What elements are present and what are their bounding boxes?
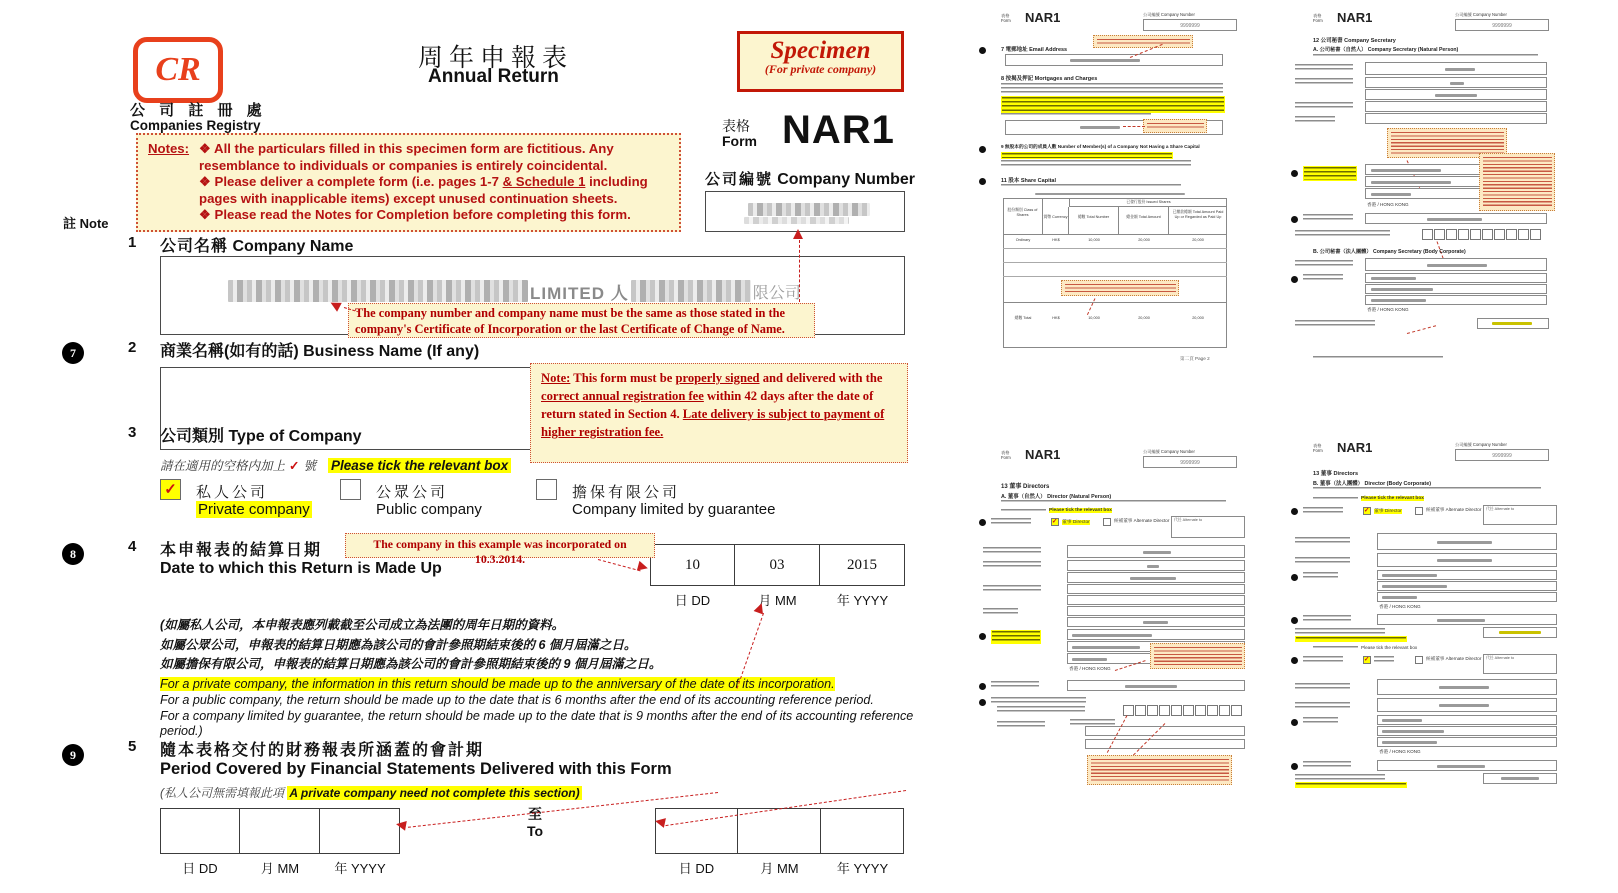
- tick-instruction-zh: 請在適用的空格内加上: [160, 459, 286, 473]
- field-label-lines: [1295, 683, 1350, 690]
- total-amount: 20,000: [1138, 316, 1150, 320]
- period-from-fields: [160, 808, 400, 854]
- redacted-value-bar: [1143, 551, 1171, 554]
- bullet-icon: [1291, 170, 1298, 177]
- cr-logo: [133, 37, 223, 103]
- section-2-number: 2: [128, 339, 137, 356]
- checkbox-guarantee-company[interactable]: [536, 479, 557, 500]
- redacted-value-bar: [1439, 686, 1489, 689]
- field-label-lines: [1070, 719, 1115, 725]
- total-number: 10,000: [1088, 316, 1100, 320]
- thumb-checkbox-alt-director: [1415, 507, 1423, 515]
- thumb-field-box: [1365, 101, 1547, 112]
- period-to-separator: 至 To: [526, 806, 544, 839]
- arrowhead-right-icon: [637, 561, 649, 573]
- thumb-annotation: [1143, 119, 1207, 133]
- field-label-lines: [1295, 64, 1353, 71]
- redacted-value-bar: [1437, 765, 1485, 768]
- highlighted-label: [991, 630, 1041, 644]
- section-3-title-en: Type of Company: [228, 428, 362, 445]
- field-label-lines: [997, 721, 1045, 727]
- redacted-value-bar: [1382, 741, 1437, 744]
- footer-lines: [1313, 356, 1443, 359]
- section-5-number: 5: [128, 738, 137, 755]
- fine-print-lines: [1001, 113, 1151, 117]
- thumb-s8-title: 8 按揭及押記 Mortgages and Charges: [1001, 76, 1098, 82]
- notes-item-1: ❖ All the particulars filled in this specimen form are fictitious. Any resemblance to individuals or companies is entirely coincidental.: [199, 141, 614, 173]
- thumb-hk-line: 香港 / HONG KONG: [1379, 749, 1421, 754]
- redacted-value-bar: [1382, 596, 1417, 599]
- notes-item-3: ❖ Please read the Notes for Completion before completing this form.: [199, 207, 631, 222]
- option-guarantee-zh: 擔保有限公司: [572, 484, 681, 501]
- fine-print-lines: [1001, 184, 1181, 188]
- thumb-cn-label: 公司編號 Company Number: [1455, 442, 1507, 447]
- id-number-cells: [1422, 229, 1541, 240]
- thumb-checkbox-director: ✓: [1364, 507, 1370, 514]
- arrowhead-up-icon: [754, 602, 767, 615]
- thumb-field-box: [1067, 584, 1245, 594]
- thumb-annotation: [1061, 280, 1179, 296]
- period-to-mm[interactable]: [738, 808, 821, 854]
- row-number: 10,000: [1088, 238, 1100, 242]
- capacity-label-lines: [1303, 656, 1343, 664]
- thumb-arrow: [1407, 325, 1436, 334]
- redacted-value-bar: [1435, 94, 1477, 97]
- section-4-title-en: Date to which this Return is Made Up: [160, 560, 442, 577]
- fine-print-lines: [1313, 487, 1541, 491]
- section-2-title-en: Business Name (If any): [303, 343, 480, 360]
- company-name-annotation: The company number and company name must be the same as those stated in the company's Certificate of Incorporation or the last Certificate of Change of Name.: [348, 303, 815, 338]
- row-currency: HK$: [1052, 238, 1060, 242]
- thumb-s13-title: 13 董事 Directors: [1313, 471, 1359, 477]
- redacted-value-bar: [1072, 634, 1152, 637]
- redacted-value-bar: [1371, 181, 1451, 184]
- thumb-tick-instruction: Please tick the relevant box: [1361, 496, 1424, 501]
- return-date-dd[interactable]: 10: [650, 544, 735, 586]
- bullet-icon: [979, 633, 986, 640]
- section-1-title-zh: 公司名稱: [160, 238, 229, 255]
- return-date-labels: 日 DD 月 MM 年 YYYY: [674, 593, 889, 608]
- late-delivery-note: Note: This form must be properly signed and delivered with the correct annual registration fee within 42 days after the date of return stated in Section 4. Late delivery is subject to payment of higher registration fee.: [530, 363, 908, 463]
- field-label-lines: [1295, 230, 1390, 237]
- thumb-s13-title: 13 董事 Directors: [1001, 484, 1050, 490]
- note-badge-9: 9: [62, 744, 84, 766]
- thumb-annotation: [1150, 643, 1245, 669]
- notes-label: Notes:: [148, 141, 190, 156]
- redacted-value-bar: [1125, 685, 1177, 688]
- note-badge-8: 8: [62, 543, 84, 565]
- col-paid-up: 已繳款總額 Total Amount Paid Up or Regarded as Paid Up: [1172, 210, 1224, 219]
- option-public-en: Public company: [376, 501, 482, 518]
- thumb-cn-box: 9999999: [1143, 19, 1237, 31]
- thumb-annotation: [1093, 35, 1193, 48]
- thumb-page-label: 第二頁 Page 2: [1180, 356, 1210, 361]
- thumb-form-code: NAR1: [1025, 10, 1061, 25]
- form-page-thumbnail-2[interactable]: 表格 Form NAR1 公司編號 Company Number 9999999 7 電郵地址 Email Address 8 按揭及押記 Mortgages and Charges 9 無股本的公司的成員人數 Number of Member(s) of a Company Not Having a Share Capital 11 股本 Share Capital 已發行股份 Issued Shares 股份類別 Class of Shares 貨幣 Currency 總數 Total Number 總金額 Total Amount 已繳款總額 Total Amount Paid Up or Regarded as Paid Up Ordinary HK$ 10,000 20,000 20,000 總數 Total HK$ 10,000 20,000 20,000 第二頁 Page 2: [975, 8, 1251, 370]
- company-number-field[interactable]: [705, 191, 905, 232]
- section-2-title-zh: 商業名稱(如有的話): [160, 343, 299, 360]
- id-number-cells: [1123, 705, 1242, 716]
- thumb-s7-title: 7 電郵地址 Email Address: [1001, 47, 1068, 53]
- capacity-label-lines: [991, 518, 1031, 526]
- thumb-annotation: [1479, 153, 1555, 211]
- specimen-stamp: [737, 31, 904, 92]
- thumb-cn-label: 公司編號 Company Number: [1143, 449, 1195, 454]
- form-title-zh: 周年申報表: [418, 44, 574, 72]
- tick-instruction-en: Please tick the relevant box: [328, 458, 511, 473]
- return-date-fields: [650, 544, 905, 586]
- redacted-value-bar: [1382, 574, 1437, 577]
- fine-print-lines: [1001, 500, 1226, 504]
- bullet-icon: [1291, 763, 1298, 770]
- form-code: NAR1: [782, 108, 895, 152]
- field-label-lines: [997, 706, 1085, 712]
- redacted-value-bar: [1072, 646, 1140, 649]
- fine-print-lines: [1313, 497, 1358, 501]
- thumb-tick-instruction: Please tick the relevant box: [1361, 645, 1418, 650]
- registry-name-en: Companies Registry: [130, 118, 261, 133]
- redacted-value-bar: [1371, 288, 1433, 291]
- company-number-label-zh: 公司編號: [705, 171, 774, 188]
- incorporation-note: The company in this example was incorporated on 10.3.2014.: [345, 533, 655, 558]
- specimen-subtext: (For private company): [764, 62, 877, 76]
- bullet-icon: [1291, 216, 1298, 223]
- bullet-icon: [1291, 574, 1298, 581]
- thumb-checkbox-alt-director: [1103, 518, 1111, 526]
- redacted-value-bar: [1437, 559, 1492, 562]
- form-page-thumbnail-3[interactable]: 表格 Form NAR1 公司編號 Company Number 9999999 12 公司秘書 Company Secretary A. 公司秘書（自然人） Company Secretary (Natural Person) 香港 / HONG KONG B. 公司秘書（法人團體） Company Secretary (Body Corporate) 香港 / HONG KONG: [1287, 8, 1563, 365]
- section-1-number: 1: [128, 234, 137, 251]
- redacted-company-number-2: [744, 217, 849, 224]
- section-4-english-notes: For a private company, the information in this return should be made up to the anniversary of the date of its incorporation. For a public company, the return should be made up to the date that is 6 months after the end of its accounting reference period. For a company limited by guarantee, the return should be made up to the date that is 9 months after the end of its accounting reference period.): [160, 677, 914, 739]
- field-label-lines: [983, 585, 1041, 592]
- registry-name-zh: 公 司 註 冊 處: [130, 102, 267, 119]
- bullet-icon: [979, 683, 986, 690]
- thumb-s12b-title: B. 公司秘書（法人團體） Company Secretary (Body Corporate): [1313, 249, 1466, 255]
- field-label-lines: [1303, 572, 1338, 579]
- form-title-en: Annual Return: [428, 66, 559, 87]
- bullet-icon: [979, 146, 986, 153]
- bullet-icon: [979, 519, 986, 526]
- section-5-sub-zh: (私人公司無需填報此項: [160, 786, 284, 800]
- col-total-number: 總數 Total Number: [1069, 207, 1119, 234]
- field-label-lines: [983, 547, 1041, 554]
- company-name-visible-fragment: LIMITED 人: [530, 283, 629, 303]
- thumb-alt-director-label: 候補董事 Alternate Director: [1426, 656, 1482, 661]
- cr-logo-text: CR: [155, 51, 201, 88]
- redacted-value-bar: [1450, 82, 1464, 85]
- tick-glyph: ✓: [289, 458, 300, 473]
- redacted-name-segment: [631, 280, 751, 302]
- highlighted-value-bar: [1499, 631, 1541, 634]
- form-page-thumbnail-5[interactable]: 表格 Form NAR1 公司編號 Company Number 9999999 13 董事 Directors B. 董事（法人團體） Director (Body Corporate) Please tick the relevant box ✓ 董事 Director 候補董事 Alternate Director 代任 Alternate to 香港 / HONG KONG Please tick the relevant box ✓ 候補董事 Alternate Director 代任 Alternate to 香港 / HONG KONG: [1287, 425, 1567, 793]
- section-4-chinese-notes: (如屬私人公司，本申報表應列載截至公司成立為法團的周年日期的資料。 如屬公眾公司，申報表的結算日期應為該公司的會計參照期結束後的 6 個月屆滿之日。 如屬擔保有限公司，申報表的結算日期應為該公司的會計參照期結束後的 9 個月屆滿之日。: [160, 618, 662, 671]
- total-label: 總數 Total: [1014, 316, 1032, 320]
- form-page-thumbnail-4[interactable]: 表格 Form NAR1 公司編號 Company Number 9999999 13 董事 Directors A. 董事（自然人） Director (Natural Person) Please tick the relevant box ✓ 董事 Director 候補董事 Alternate Director 代任 Alternate to 香港 / HONG KONG: [975, 425, 1253, 788]
- table-span-header: 已發行股份 Issued Shares: [1069, 198, 1227, 207]
- thumb-field-box: [1067, 606, 1245, 616]
- capacity-label-lines: [1303, 507, 1343, 515]
- note-badge-7: 7: [62, 342, 84, 364]
- arrow-line-to-company-number: [799, 240, 800, 302]
- thumb-form-code: NAR1: [1337, 440, 1373, 455]
- redacted-name-segment: [228, 280, 528, 302]
- redacted-value-bar: [1439, 704, 1489, 707]
- thumb-s13a-title: A. 董事（自然人） Director (Natural Person): [1001, 494, 1112, 500]
- thumb-hk-line: 香港 / HONG KONG: [1367, 202, 1409, 207]
- field-label-lines: [983, 608, 1018, 615]
- form-label-en: Form: [722, 133, 757, 149]
- bullet-icon: [979, 699, 986, 706]
- highlighted-label: [1303, 166, 1357, 181]
- highlighted-lines: [1295, 636, 1407, 642]
- field-label-lines: [1303, 761, 1351, 768]
- thumb-hk-line: 香港 / HONG KONG: [1379, 604, 1421, 609]
- total-paidup: 20,000: [1192, 316, 1204, 320]
- redacted-value-bar: [1427, 218, 1482, 221]
- thumb-arrow: [1123, 126, 1145, 127]
- margin-note-label: 註 Note: [63, 216, 109, 231]
- redacted-value-bar: [1382, 719, 1422, 722]
- thumb-alt-director-label: 候補董事 Alternate Director: [1426, 507, 1482, 512]
- redacted-value-bar: [1070, 59, 1140, 62]
- redacted-value-bar: [1427, 264, 1487, 267]
- highlighted-lines: [1001, 152, 1173, 159]
- period-from-mm[interactable]: [240, 808, 320, 854]
- field-label-lines: [1303, 274, 1343, 281]
- redacted-value-bar: [1147, 565, 1159, 568]
- thumb-cn-box: 9999999: [1455, 19, 1549, 31]
- thumb-s13b-title: B. 董事（法人團體） Director (Body Corporate): [1313, 481, 1432, 487]
- thumb-hk-line: 香港 / HONG KONG: [1367, 307, 1409, 312]
- thumb-cn-label: 公司編號 Company Number: [1143, 12, 1195, 17]
- redacted-value-bar: [1080, 126, 1120, 129]
- bullet-icon: [1291, 508, 1298, 515]
- arrowhead-left-icon: [395, 819, 407, 831]
- company-number-label-en: Company Number: [777, 171, 915, 188]
- field-label-lines: [1303, 717, 1338, 724]
- col-class-of-shares: 股份類別 Class of Shares: [1003, 198, 1043, 234]
- bullet-icon: [979, 47, 986, 54]
- company-name-visible-fragment-2: 限公司: [752, 284, 801, 302]
- thumb-alternate-to-box: 代任 Alternate to: [1171, 516, 1245, 538]
- field-label-lines: [1295, 628, 1385, 634]
- fine-print-lines: [1313, 646, 1358, 650]
- redacted-value-bar: [1371, 277, 1416, 280]
- section-1-title-en: Company Name: [232, 238, 354, 255]
- option-private-en: Private company: [198, 501, 310, 518]
- highlighted-value-bar: [1492, 322, 1532, 325]
- thumb-checkbox-alt-director: [1415, 656, 1423, 664]
- field-label-lines: [1295, 78, 1353, 85]
- field-label-lines: [1303, 214, 1353, 221]
- option-private-zh: 私人公司: [196, 484, 269, 501]
- check-icon: ✓: [164, 481, 177, 498]
- section-5-title-en: Period Covered by Financial Statements Delivered with this Form: [160, 760, 672, 778]
- section-5-sub-en: A private company need not complete this section): [289, 786, 580, 800]
- redacted-value-bar: [1371, 169, 1441, 172]
- thumb-s9-title: 9 無股本的公司的成員人數 Number of Member(s) of a Company Not Having a Share Capital: [1001, 144, 1200, 149]
- field-label-lines: [1295, 260, 1353, 267]
- return-date-yyyy[interactable]: 2015: [820, 544, 905, 586]
- thumb-checkbox-director: ✓: [1364, 656, 1370, 663]
- field-label-lines: [991, 697, 1086, 703]
- director-label-lines: [1374, 656, 1394, 664]
- thumb-form-code: NAR1: [1337, 10, 1373, 25]
- checkbox-public-company[interactable]: [340, 479, 361, 500]
- redacted-company-name: [228, 277, 801, 305]
- field-label-lines: [1303, 615, 1351, 622]
- fine-print-lines: [1001, 509, 1046, 513]
- thumb-director-label: 董事 Director: [1062, 520, 1090, 525]
- thumb-alt-director-label: 候補董事 Alternate Director: [1114, 518, 1170, 523]
- thumb-checkbox-director: ✓: [1052, 518, 1058, 525]
- period-to-dd[interactable]: [655, 808, 738, 854]
- field-label-lines: [991, 681, 1039, 688]
- section-3-number: 3: [128, 424, 137, 441]
- thumb-s12-title: 12 公司秘書 Company Secretary: [1313, 38, 1396, 44]
- fine-print-lines: [1001, 83, 1223, 94]
- row-amount: 20,000: [1138, 238, 1150, 242]
- thumb-alternate-to-box: 代任 Alternate to: [1483, 505, 1557, 525]
- period-from-labels: 日 DD 月 MM 年 YYYY: [182, 861, 386, 876]
- redacted-value-bar: [1130, 577, 1176, 580]
- redacted-value-bar: [1382, 730, 1444, 733]
- thumb-hk-line: 香港 / HONG KONG: [1069, 666, 1111, 671]
- redacted-value-bar: [1437, 541, 1492, 544]
- bullet-icon: [1291, 657, 1298, 664]
- redacted-value-bar: [1371, 299, 1426, 302]
- redacted-value-bar: [1437, 619, 1485, 622]
- fine-print-lines: [1001, 160, 1191, 168]
- redacted-value-bar: [1143, 621, 1168, 624]
- arrowhead-left-icon: [654, 816, 666, 828]
- notes-item-2: ❖ Please deliver a complete form (i.e. pages 1-7 & Schedule 1 including pages with inapplicable items) except unused continuation sheets.: [199, 174, 648, 206]
- redacted-value-bar: [1501, 777, 1539, 780]
- field-label-lines: [983, 561, 1041, 568]
- thumb-field-box: [1067, 595, 1245, 605]
- specimen-notes-box: [136, 133, 681, 232]
- period-from-yyyy[interactable]: [320, 808, 400, 854]
- thumb-s11-title: 11 股本 Share Capital: [1001, 178, 1057, 184]
- col-currency: 貨幣 Currency: [1043, 207, 1069, 234]
- period-to-yyyy[interactable]: [821, 808, 904, 854]
- arrow-line-to-date: [598, 559, 641, 571]
- field-label-lines: [1295, 702, 1350, 709]
- thumb-passport-box: [1085, 726, 1245, 736]
- arrowhead-up-icon: [793, 229, 803, 239]
- period-to-fields: [655, 808, 904, 854]
- share-capital-table: [1003, 198, 1227, 348]
- option-public-zh: 公眾公司: [376, 484, 449, 501]
- redacted-value-bar: [1445, 68, 1475, 71]
- row-class: Ordinary: [1015, 238, 1031, 242]
- thumb-cn-box: 9999999: [1143, 456, 1237, 468]
- thumb-director-label: 董事 Director: [1374, 509, 1402, 514]
- field-label-lines: [1295, 557, 1350, 564]
- section-4-title-zh: 本申報表的結算日期: [160, 542, 323, 559]
- thumb-annotation: [1087, 755, 1232, 785]
- checkbox-private-company[interactable]: [160, 479, 181, 500]
- specimen-text: Specimen: [770, 37, 871, 64]
- fine-print-lines: [1313, 54, 1538, 58]
- section-3-title-zh: 公司類別: [160, 428, 225, 445]
- form-label-zh: 表格: [722, 118, 750, 134]
- fine-print-bar: [1035, 193, 1185, 196]
- redacted-value-bar: [1382, 585, 1447, 588]
- field-label-lines: [1295, 102, 1353, 109]
- field-label-lines: [1295, 320, 1375, 327]
- section-4-number: 4: [128, 538, 137, 555]
- redacted-value-bar: [1072, 658, 1107, 661]
- tick-instruction-zh-post: 號: [303, 459, 317, 473]
- bullet-icon: [1291, 719, 1298, 726]
- thumb-cn-box: 9999999: [1455, 449, 1549, 461]
- highlighted-lines: [1295, 782, 1407, 788]
- thumb-tick-instruction: Please tick the relevant box: [1049, 508, 1112, 513]
- field-label-lines: [1295, 537, 1350, 544]
- thumb-alternate-to-box: 代任 Alternate to: [1483, 654, 1557, 674]
- highlighted-lines: [1001, 96, 1225, 113]
- section-5-title-zh: 隨本表格交付的財務報表所涵蓋的會計期: [160, 742, 485, 759]
- row-paidup: 20,000: [1192, 238, 1204, 242]
- redacted-company-number: [748, 203, 870, 216]
- total-currency: HK$: [1052, 316, 1060, 320]
- thumb-form-code: NAR1: [1025, 447, 1061, 462]
- redacted-value-bar: [1371, 193, 1411, 196]
- thumb-s12a-title: A. 公司秘書（自然人） Company Secretary (Natural Person): [1313, 47, 1459, 53]
- period-from-dd[interactable]: [160, 808, 240, 854]
- bullet-icon: [1291, 276, 1298, 283]
- field-label-lines: [1295, 116, 1335, 123]
- thumb-field-box: [1365, 113, 1547, 124]
- return-date-mm[interactable]: 03: [735, 544, 820, 586]
- option-guarantee-en: Company limited by guarantee: [572, 501, 776, 518]
- period-to-labels: 日 DD 月 MM 年 YYYY: [678, 861, 889, 876]
- bullet-icon: [1291, 617, 1298, 624]
- col-total-amount: 總金額 Total Amount: [1119, 207, 1169, 234]
- field-label-lines: [1295, 774, 1385, 780]
- thumb-cn-label: 公司編號 Company Number: [1455, 12, 1507, 17]
- bullet-icon: [979, 178, 986, 185]
